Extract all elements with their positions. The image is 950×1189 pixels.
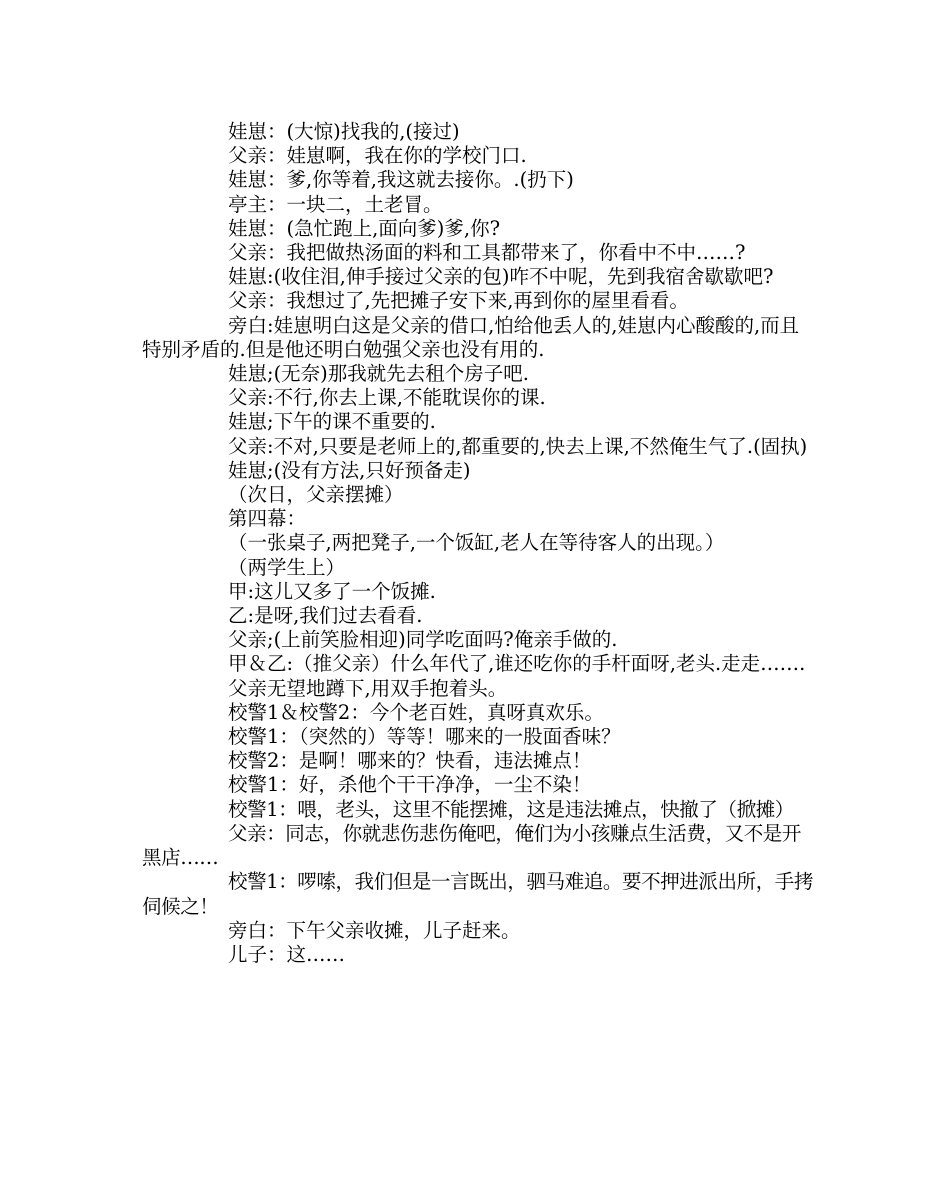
script-line: 父亲:不行,你去上课,不能耽误你的课. (228, 386, 546, 410)
script-line: 父亲无望地蹲下,用双手抱着头。 (228, 676, 508, 700)
script-line: 校警1＆校警2：今个老百姓，真呀真欢乐。 (228, 700, 604, 724)
script-line: 校警1：好，杀他个干干净净，一尘不染！ (228, 773, 592, 797)
script-line: 娃崽:(收住泪,伸手接过父亲的包)咋不中呢，先到我宿舍歇歇吧? (228, 265, 774, 289)
script-line: 校警1：（突然的）等等！哪来的一股面香味？ (228, 725, 621, 749)
script-line: 娃崽：(大惊)找我的,(接过) (228, 120, 460, 143)
script-line: 甲＆乙:（推父亲）什么年代了,谁还吃你的手杆面呀,老头.走走……. (228, 652, 806, 676)
script-line: 父亲：我想过了,先把摊子安下来,再到你的屋里看看。 (228, 289, 689, 313)
act-heading: 第四幕： (228, 507, 307, 531)
script-line: 娃崽：(急忙跑上,面向爹)爹,你? (228, 216, 501, 240)
stage-direction: （两学生上） (228, 555, 346, 579)
script-line: 校警1：啰嗦，我们但是一言既出，驷马难追。要不押进派出所，手拷伺候之！ (142, 870, 814, 918)
script-line: 儿子：这…… (228, 942, 346, 966)
script-line: 乙:是呀,我们过去看看. (228, 604, 423, 628)
script-line: 旁白：下午父亲收摊，儿子赶来。 (228, 918, 521, 942)
script-line: 校警1：喂，老头，这里不能摆摊，这是违法摊点，快撤了（掀摊） (228, 797, 794, 821)
script-line: 娃崽;(没有方法,只好预备走) (228, 458, 471, 482)
script-line: 校警2：是啊！哪来的？快看，违法摊点！ (228, 749, 592, 773)
script-line: 娃崽：爹,你等着,我这就去接你。.(扔下) (228, 168, 574, 192)
script-line: 父亲：我把做热汤面的料和工具都带来了，你看中不中……? (228, 241, 746, 265)
script-line: 亭主：一块二，土老冒。 (228, 192, 443, 216)
script-line: 娃崽;(无奈)那我就先去租个房子吧. (228, 362, 529, 386)
script-line: 父亲：同志，你就悲伤悲伤俺吧，俺们为小孩赚点生活费，又不是开黑店…… (142, 821, 802, 870)
script-line: 父亲：娃崽啊，我在你的学校门口. (228, 144, 527, 168)
stage-direction: （一张桌子,两把凳子,一个饭缸,老人在等待客人的出现。） (228, 531, 725, 555)
script-text (142, 120, 818, 967)
script-line: 娃崽;下午的课不重要的. (228, 410, 436, 434)
script-line: 父亲:不对,只要是老师上的,都重要的,快去上课,不然俺生气了.(固执) (228, 434, 808, 458)
script-line: 父亲;(上前笑脸相迎)同学吃面吗?俺亲手做的. (228, 628, 618, 652)
script-line: 甲:这儿又多了一个饭摊. (228, 579, 436, 603)
script-line: 旁白:娃崽明白这是父亲的借口,怕给他丢人的,娃崽内心酸酸的,而且特别矛盾的.但是他还明白勉强父亲也没有用的. (142, 313, 800, 361)
stage-direction: （次日，父亲摆摊） (228, 483, 404, 507)
